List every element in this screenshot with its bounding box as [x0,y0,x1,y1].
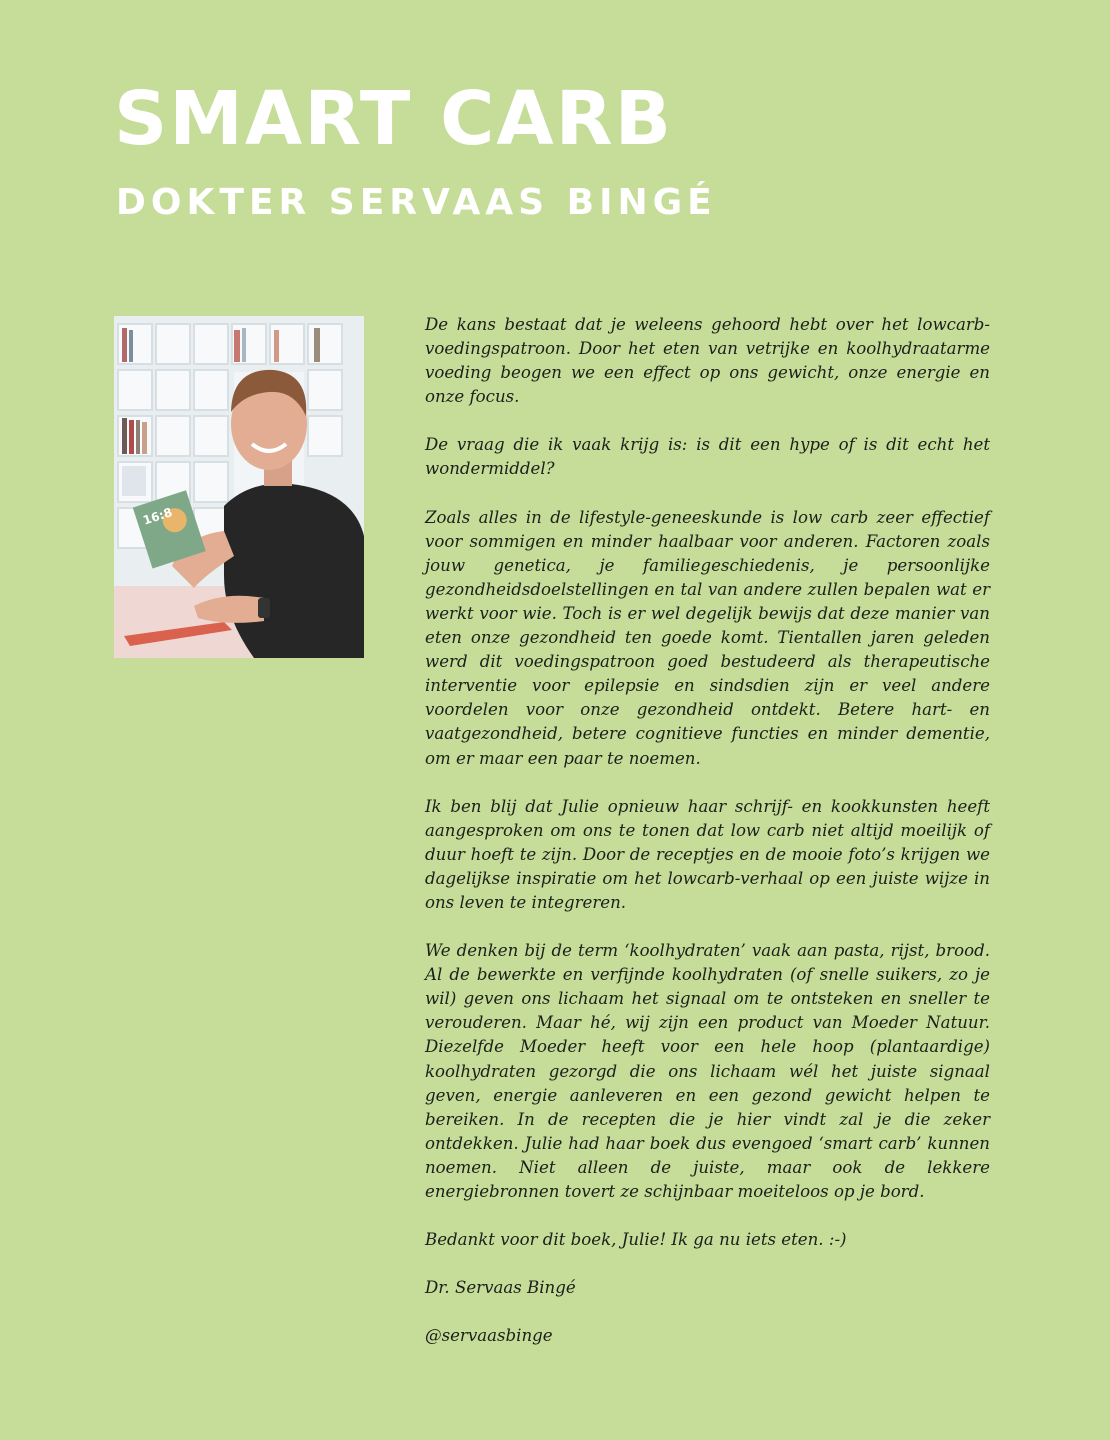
paragraph: Ik ben blij dat Julie opnieuw haar schrijf- en kookkunsten heeft aangesproken om ons te tonen dat low carb niet altijd moeilijk of duur hoeft te zijn. Door de receptjes en de mooie foto’s krijgen we dagelijkse inspiratie om het lowcarb-verhaal op een juiste wijze in ons leven te integreren. [425,796,990,912]
author-photo [114,316,364,658]
paragraph: We denken bij de term ‘koolhydraten’ vaak aan pasta, rijst, brood. Al de bewerkte en verfijnde koolhydraten (of snelle suikers, zo je wil) geven ons lichaam het signaal om te ontsteken en sneller te verouderen. Maar hé, wij zijn een product van Moeder Natuur. Diezelfde Moeder heeft voor een hele hoop (plantaardige) koolhydraten gezorgd die ons lichaam wél het juiste signaal geven, energie aanleveren en een gezond gewicht helpen te bereiken. In de recepten die je hier vindt zal je die zeker ontdekken. Julie had haar boek dus evengoed ‘smart carb’ kunnen noemen. Niet alleen de juiste, maar ook de lekkere energiebronnen tovert ze schijnbaar moeiteloos op je bord. [425,941,990,1201]
paragraph: Zoals alles in de lifestyle-geneeskunde is low carb zeer effectief voor sommigen en minder haalbaar voor anderen. Factoren zoals jouw genetica, je familiegeschiedenis, je persoonlijke gezondheidsdoelstellingen en tal van andere zullen bepalen wat er werkt voor wie. Toch is er wel degelijk bewijs dat deze manier van eten onze gezondheid ten goede komt. Tientallen jaren geleden werd dit voedingspatroon goed bestudeerd als therapeutische interventie voor epilepsie en sindsdien zijn er veel andere voordelen voor onze gezondheid ontdekt. Betere hart- en vaatgezondheid, betere cognitieve functies en minder dementie, om er maar een paar te noemen. [425,507,990,768]
book-label: 16:8 [141,505,174,528]
page-title: SMART CARB [114,76,674,162]
author-subtitle: DOKTER SERVAAS BINGÉ [116,182,717,223]
signature [425,1276,990,1348]
paragraph: De kans bestaat dat je weleens gehoord hebt over het lowcarb-voedingspatroon. Door het eten van vetrijke en koolhydraatarme voeding beogen we een effect op ons gewicht, onze energie en onze focus. [425,315,990,407]
paragraph: Bedankt voor dit boek, Julie! Ik ga nu iets eten. :-) [425,1230,847,1250]
signature-handle: @servaasbinge [425,1326,553,1346]
foreword-article [425,313,990,1372]
signature-name: Dr. Servaas Bingé [425,1278,576,1298]
portrait-photo-icon [114,316,364,658]
paragraph: De vraag die ik vaak krijg is: is dit een hype of is dit echt het wondermiddel? [425,435,990,479]
